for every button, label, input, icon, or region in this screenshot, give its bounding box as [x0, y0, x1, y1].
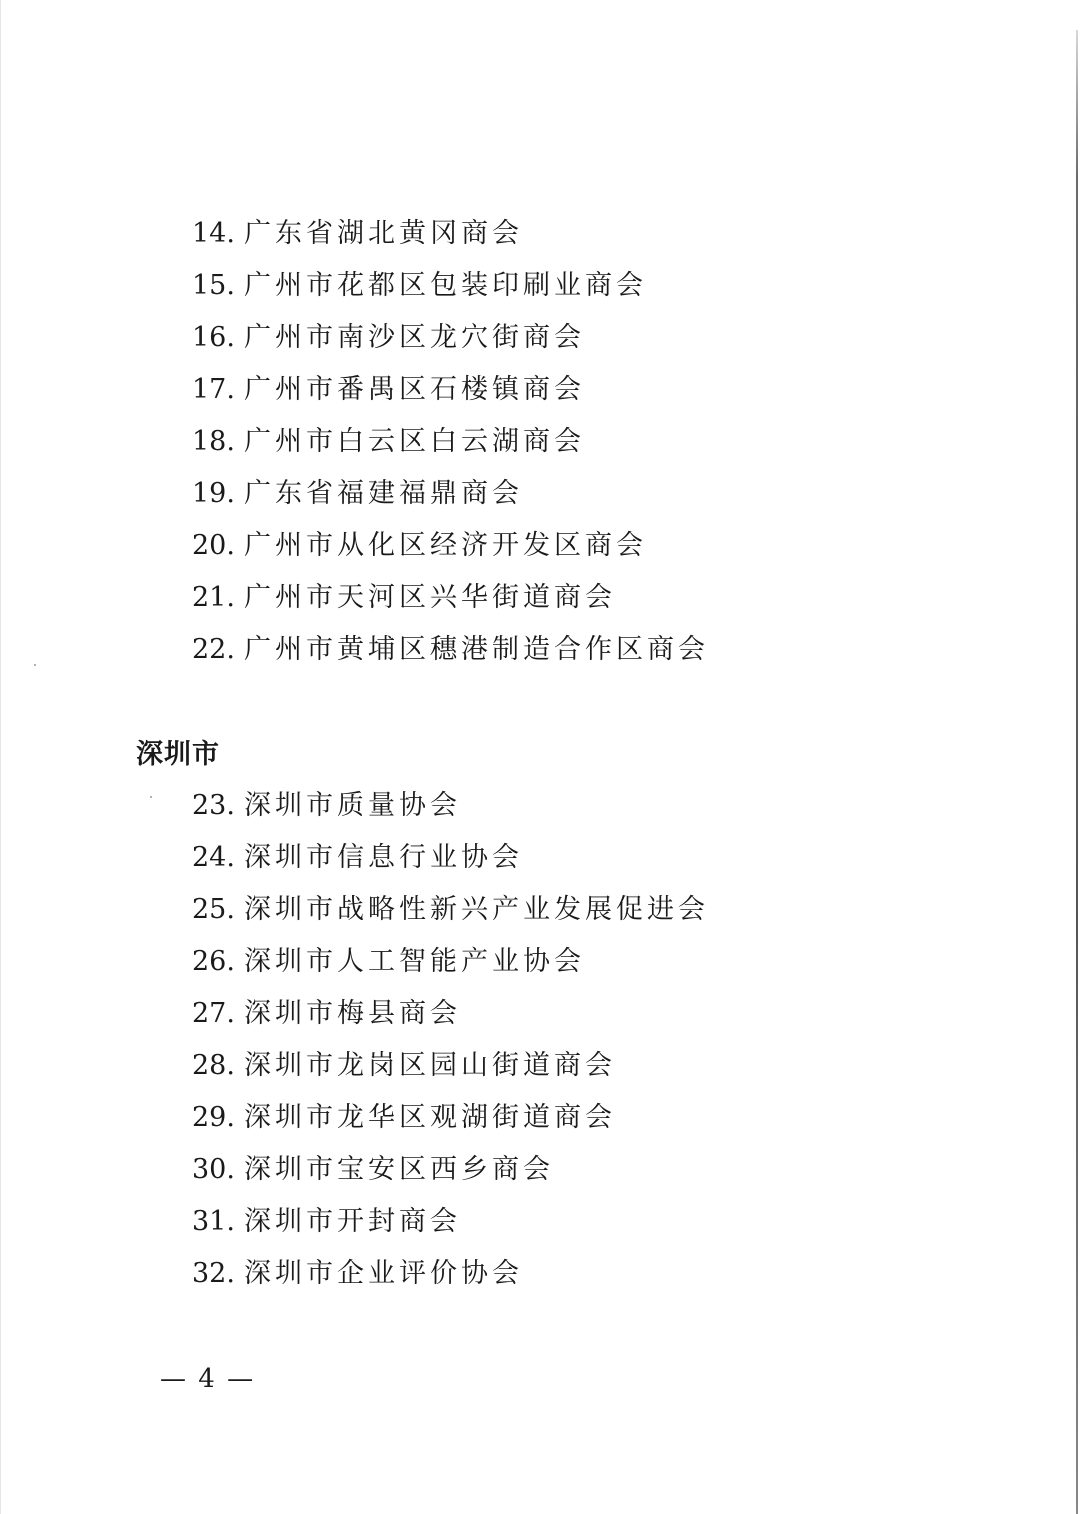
list-item: [192, 312, 709, 364]
list-item: [192, 260, 709, 312]
list-item: [192, 1144, 709, 1196]
item-name: 深圳市质量协会: [244, 790, 461, 821]
list-item: [192, 1196, 709, 1248]
list-item: [192, 832, 709, 884]
scan-speck: [150, 796, 152, 798]
list-item: [192, 520, 709, 572]
item-name: 广州市天河区兴华街道商会: [244, 582, 616, 613]
list-item: [192, 364, 709, 416]
item-number: 15.: [192, 270, 235, 301]
item-number: 28.: [192, 1050, 235, 1081]
guangzhou-list: [192, 208, 709, 676]
list-item: [192, 624, 709, 676]
item-number: 16.: [192, 322, 235, 353]
item-name: 广东省湖北黄冈商会: [244, 218, 523, 249]
item-name: 广东省福建福鼎商会: [244, 478, 523, 509]
item-name: 深圳市企业评价协会: [244, 1258, 523, 1289]
item-name: 深圳市龙华区观湖街道商会: [244, 1102, 616, 1133]
item-name: 深圳市信息行业协会: [244, 842, 523, 873]
item-number: 20.: [192, 530, 235, 561]
scan-speck: [34, 664, 36, 666]
item-number: 30.: [192, 1154, 235, 1185]
item-name: 深圳市人工智能产业协会: [244, 946, 585, 977]
item-name: 广州市南沙区龙穴街商会: [244, 322, 585, 353]
list-item: [192, 936, 709, 988]
item-name: 广州市花都区包装印刷业商会: [244, 270, 647, 301]
item-number: 14.: [192, 218, 235, 249]
page-left-edge: [0, 0, 1, 1514]
list-item: [192, 884, 709, 936]
item-number: 31.: [192, 1206, 235, 1237]
item-name: 广州市黄埔区穗港制造合作区商会: [244, 634, 709, 665]
list-item: [192, 1248, 709, 1300]
item-number: 32.: [192, 1258, 235, 1289]
item-name: 广州市从化区经济开发区商会: [244, 530, 647, 561]
section-heading-shenzhen: 深圳市: [136, 739, 220, 770]
item-number: 27.: [192, 998, 235, 1029]
item-number: 19.: [192, 478, 235, 509]
item-name: 深圳市宝安区西乡商会: [244, 1154, 554, 1185]
page-number: — 4 —: [160, 1364, 256, 1394]
item-name: 深圳市战略性新兴产业发展促进会: [244, 894, 709, 925]
item-number: 17.: [192, 374, 235, 405]
shenzhen-list: [192, 780, 709, 1300]
item-number: 29.: [192, 1102, 235, 1133]
item-number: 18.: [192, 426, 235, 457]
page-right-edge: [1076, 30, 1078, 1514]
item-name: 深圳市开封商会: [244, 1206, 461, 1237]
list-item: [192, 1040, 709, 1092]
list-item: [192, 572, 709, 624]
item-number: 22.: [192, 634, 235, 665]
item-name: 深圳市梅县商会: [244, 998, 461, 1029]
list-item: [192, 416, 709, 468]
list-item: [192, 988, 709, 1040]
item-name: 广州市白云区白云湖商会: [244, 426, 585, 457]
list-item: [192, 468, 709, 520]
item-name: 广州市番禺区石楼镇商会: [244, 374, 585, 405]
item-name: 深圳市龙岗区园山街道商会: [244, 1050, 616, 1081]
list-item: [192, 1092, 709, 1144]
item-number: 26.: [192, 946, 235, 977]
list-item: [192, 208, 709, 260]
item-number: 21.: [192, 582, 235, 613]
item-number: 25.: [192, 894, 235, 925]
item-number: 23.: [192, 790, 235, 821]
list-item: [192, 780, 709, 832]
item-number: 24.: [192, 842, 235, 873]
